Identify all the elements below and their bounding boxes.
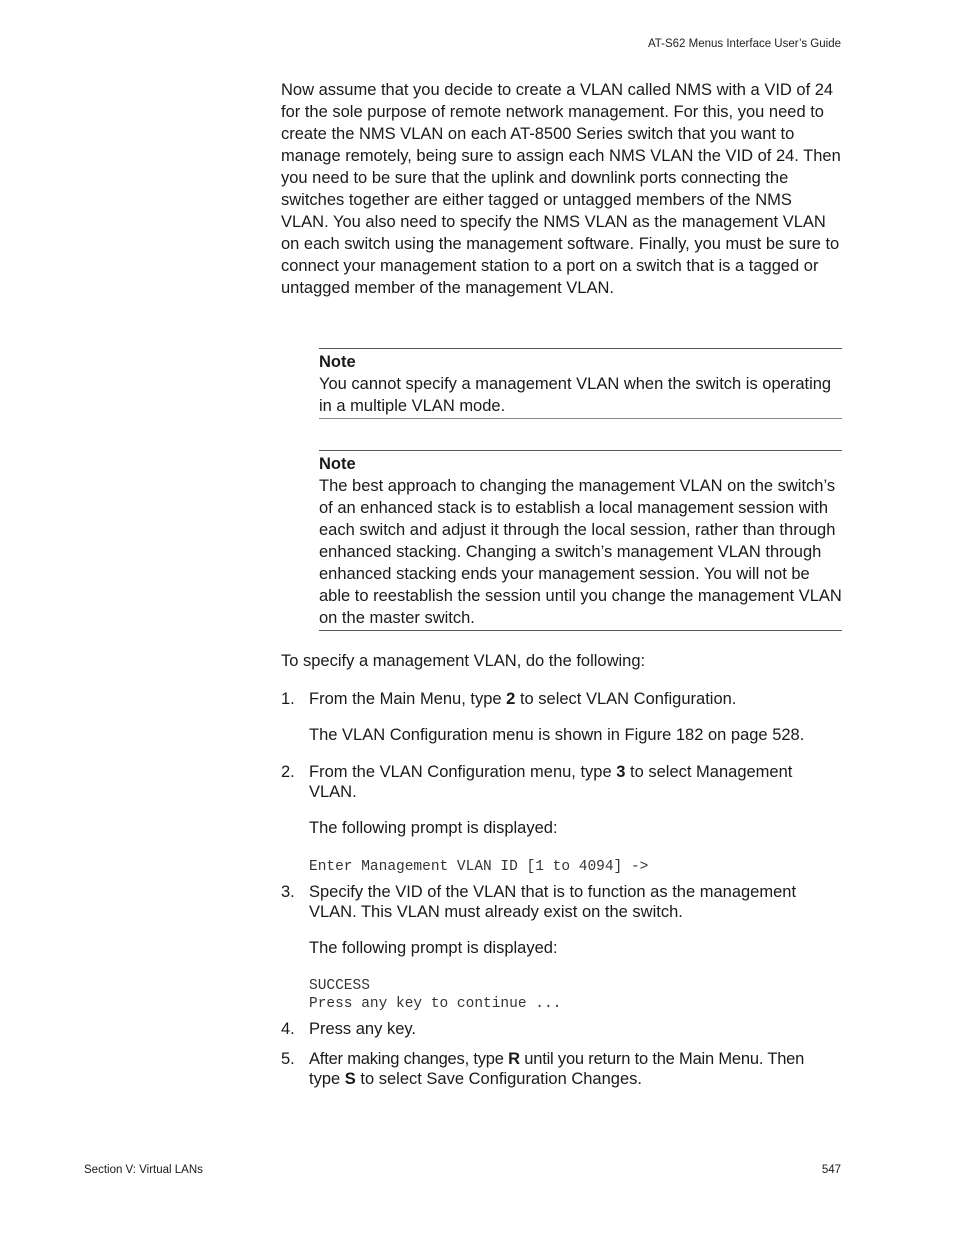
step-text: Specify the VID of the VLAN that is to function as the management (309, 883, 797, 901)
footer-section: Section V: Virtual LANs (84, 1164, 203, 1176)
code-output: Press any key to continue ... (309, 996, 562, 1012)
note-box (319, 348, 842, 419)
step-number: 5. (281, 1050, 295, 1068)
note-title: Note (319, 455, 356, 473)
step-number: 3. (281, 883, 295, 901)
step-text: VLAN. (309, 783, 357, 801)
step-text: From the Main Menu, type 2 to select VLAN Configuration. (309, 690, 737, 708)
step-subtext: The following prompt is displayed: (309, 819, 558, 837)
running-header: AT-S62 Menus Interface User’s Guide (647, 38, 841, 50)
intro-paragraph: Now assume that you decide to create a VLAN called NMS with a VID of 24 for the sole purpose of remote network management. For this, you need to create the NMS VLAN on each AT-8500 Series switch that you want to manage remotely, being sure to assign each NMS VLAN the VID of 24. Then you need to be sure that the uplink and downlink ports connecting the switches together are either tagged or untagged members of the NMS VLAN. You also need to specify the NMS VLAN as the management VLAN on each switch using the management software. Finally, you must be sure to connect your management station to a port on a switch that is a tagged or untagged member of the management VLAN. (281, 81, 841, 297)
step-text: VLAN. This VLAN must already exist on the switch. (309, 903, 683, 921)
step-number: 2. (281, 763, 295, 781)
step-text: Press any key. (309, 1020, 416, 1038)
step-number: 4. (281, 1020, 295, 1038)
step-text: From the VLAN Configuration menu, type 3 to select Management (309, 763, 793, 781)
note-text: You cannot specify a management VLAN when the switch is operating in a multiple VLAN mode. (319, 375, 832, 415)
page-number: 547 (821, 1164, 841, 1176)
note-text: The best approach to changing the management VLAN on the switch’s of an enhanced stack is to establish a local management session with each switch and adjust it through the local session, rather than through enhanced stacking. Changing a switch’s management VLAN through enhanced stacking ends your management session. You will not be able to reestablish the session until you change the management VLAN on the master switch. (319, 477, 842, 627)
step-number: 1. (281, 690, 295, 708)
code-output: SUCCESS (309, 978, 370, 994)
step-subtext: The VLAN Configuration menu is shown in Figure 182 on page 528. (309, 726, 805, 744)
note-title: Note (319, 353, 356, 371)
step-text: After making changes, type R until you return to the Main Menu. Then (309, 1050, 805, 1068)
step-text: type S to select Save Configuration Changes. (309, 1070, 642, 1088)
step-subtext: The following prompt is displayed: (309, 939, 558, 957)
note-box (319, 450, 842, 631)
code-prompt: Enter Management VLAN ID [1 to 4094] -> (309, 859, 649, 875)
procedure-intro: To specify a management VLAN, do the following: (281, 652, 646, 670)
